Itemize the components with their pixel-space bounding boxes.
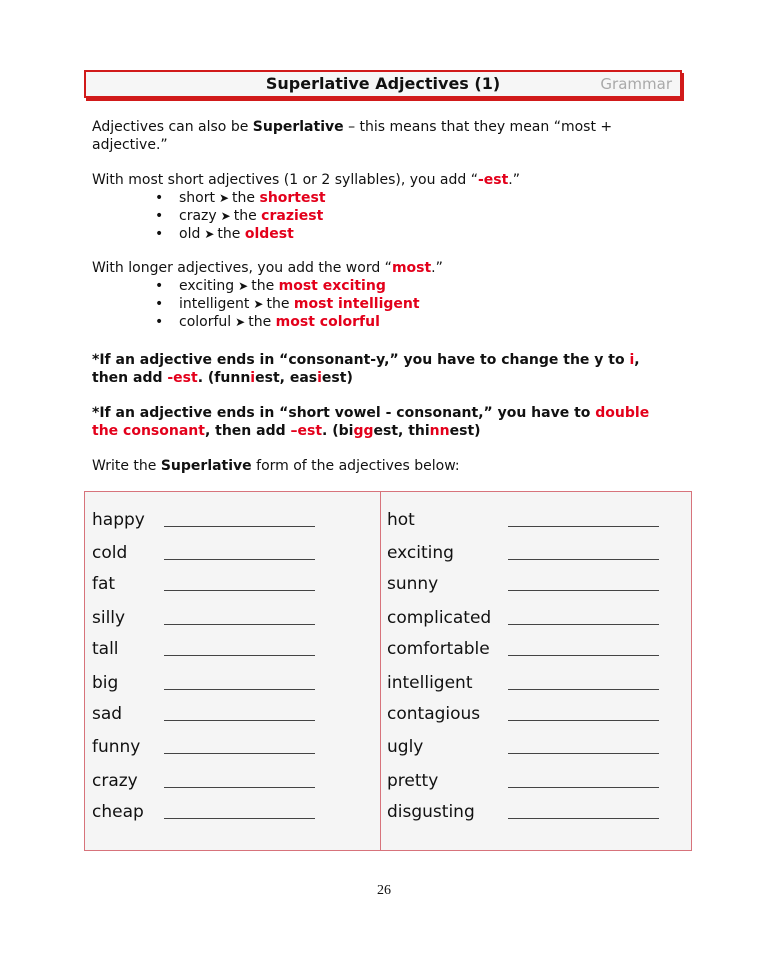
arrow-icon: ➤ xyxy=(238,279,249,293)
example-result: craziest xyxy=(261,208,324,224)
list-item xyxy=(150,207,326,225)
list-item xyxy=(150,295,420,313)
exercise-row xyxy=(387,606,677,630)
exercise-row xyxy=(387,671,677,695)
answer-blank[interactable] xyxy=(508,689,659,690)
exercise-row xyxy=(92,606,382,630)
intro-bold-term: Superlative xyxy=(252,119,344,135)
exercise-row xyxy=(92,671,382,695)
example-result: oldest xyxy=(244,226,294,242)
adjective-word: big xyxy=(92,673,119,693)
answer-blank[interactable] xyxy=(508,624,659,625)
exercise-row xyxy=(92,769,382,793)
exercise-row xyxy=(387,769,677,793)
list-item xyxy=(150,225,326,243)
exercise-row xyxy=(387,735,677,759)
answer-blank[interactable] xyxy=(164,526,315,527)
example-word: crazy xyxy=(179,208,217,224)
note-text: *If an adjective ends in “consonant-y,” you have to change the y to xyxy=(92,352,630,368)
short-rule-text-end: .” xyxy=(508,172,520,188)
answer-blank[interactable] xyxy=(164,624,315,625)
example-article: the xyxy=(233,208,257,224)
example-result: most intelligent xyxy=(293,296,420,312)
arrow-icon: ➤ xyxy=(218,191,230,205)
adjective-word: disgusting xyxy=(387,802,475,822)
note-highlight: gg xyxy=(353,423,374,439)
answer-blank[interactable] xyxy=(164,590,315,591)
list-item xyxy=(150,189,326,207)
note-text: , then add xyxy=(204,423,291,439)
short-rule-suffix: -est xyxy=(477,172,509,188)
exercise-row xyxy=(92,541,382,565)
example-article: the xyxy=(248,314,272,330)
exercise-row xyxy=(387,800,677,824)
title-banner xyxy=(84,70,682,98)
instruction-bold-term: Superlative xyxy=(160,458,252,474)
exercise-row xyxy=(387,637,677,661)
exercise-instruction xyxy=(92,457,692,475)
adjective-word: cheap xyxy=(92,802,144,822)
answer-blank[interactable] xyxy=(508,720,659,721)
note-highlight: -est xyxy=(167,370,198,386)
double-consonant-note xyxy=(92,404,682,440)
note-highlight: nn xyxy=(429,423,450,439)
instruction-text-end: form of the adjectives below: xyxy=(251,458,460,474)
adjective-word: tall xyxy=(92,639,119,659)
intro-text-line2: adjective.” xyxy=(92,137,168,153)
note-text: . (funn xyxy=(197,370,251,386)
answer-blank[interactable] xyxy=(164,787,315,788)
note-text: est, eas xyxy=(255,370,318,386)
exercise-row xyxy=(387,702,677,726)
adjective-word: pretty xyxy=(387,771,439,791)
example-result: most exciting xyxy=(278,278,386,294)
list-item xyxy=(150,277,420,295)
example-result: shortest xyxy=(259,190,326,206)
arrow-icon: ➤ xyxy=(220,209,231,223)
note-text: est) xyxy=(449,423,481,439)
answer-blank[interactable] xyxy=(164,655,315,656)
exercise-row xyxy=(92,508,382,532)
consonant-y-note xyxy=(92,351,682,387)
intro-paragraph xyxy=(92,118,692,154)
adjective-word: ugly xyxy=(387,737,424,757)
adjective-word: exciting xyxy=(387,543,454,563)
note-highlight: i xyxy=(629,352,635,368)
adjective-word: hot xyxy=(387,510,415,530)
adjective-word: crazy xyxy=(92,771,138,791)
example-article: the xyxy=(251,278,275,294)
page-title: Superlative Adjectives (1) xyxy=(265,74,501,93)
answer-blank[interactable] xyxy=(164,818,315,819)
adjective-word: happy xyxy=(92,510,145,530)
arrow-icon: ➤ xyxy=(204,227,215,241)
answer-blank[interactable] xyxy=(164,559,315,560)
long-examples-list xyxy=(150,277,420,331)
answer-blank[interactable] xyxy=(508,590,659,591)
example-word: short xyxy=(179,190,215,206)
adjective-word: contagious xyxy=(387,704,481,724)
note-text: . (bi xyxy=(322,423,354,439)
example-word: exciting xyxy=(179,278,235,294)
list-item xyxy=(150,313,420,331)
example-word: colorful xyxy=(179,314,232,330)
adjective-word: fat xyxy=(92,574,116,594)
note-text: est, thi xyxy=(373,423,430,439)
example-word: old xyxy=(179,226,201,242)
note-highlight: i xyxy=(317,370,322,386)
adjective-word: silly xyxy=(92,608,126,628)
example-article: the xyxy=(266,296,290,312)
long-rule xyxy=(92,259,692,277)
adjective-word: intelligent xyxy=(387,673,473,693)
adjective-word: cold xyxy=(92,543,128,563)
exercise-table xyxy=(84,491,692,851)
long-rule-word: most xyxy=(391,260,432,276)
answer-blank[interactable] xyxy=(164,720,315,721)
answer-blank[interactable] xyxy=(508,787,659,788)
instruction-text: Write the xyxy=(92,458,161,474)
note-text: *If an adjective ends in “short vowel - consonant,” you have to xyxy=(92,405,596,421)
arrow-icon: ➤ xyxy=(235,315,246,329)
example-article: the xyxy=(217,226,241,242)
long-rule-text: With longer adjectives, you add the word “ xyxy=(92,260,392,276)
answer-blank[interactable] xyxy=(164,689,315,690)
example-result: most colorful xyxy=(275,314,380,330)
note-highlight: –est xyxy=(290,423,323,439)
exercise-row xyxy=(387,541,677,565)
note-highlight: i xyxy=(250,370,256,386)
note-highlight: the consonant xyxy=(92,423,205,439)
exercise-row xyxy=(387,508,677,532)
answer-blank[interactable] xyxy=(508,818,659,819)
answer-blank[interactable] xyxy=(508,526,659,527)
adjective-word: funny xyxy=(92,737,141,757)
exercise-row xyxy=(92,637,382,661)
answer-blank[interactable] xyxy=(508,655,659,656)
note-text: , xyxy=(634,352,640,368)
long-rule-text-end: .” xyxy=(431,260,443,276)
adjective-word: sad xyxy=(92,704,123,724)
example-word: intelligent xyxy=(179,296,250,312)
intro-text-cont: – this means that they mean “most + xyxy=(343,119,613,135)
answer-blank[interactable] xyxy=(508,559,659,560)
short-rule-text: With most short adjectives (1 or 2 syllables), you add “ xyxy=(92,172,478,188)
exercise-row xyxy=(92,800,382,824)
adjective-word: complicated xyxy=(387,608,492,628)
exercise-row xyxy=(92,735,382,759)
intro-text: Adjectives can also be xyxy=(92,119,253,135)
short-rule xyxy=(92,171,692,189)
example-article: the xyxy=(232,190,256,206)
note-text: est) xyxy=(321,370,353,386)
short-examples-list xyxy=(150,189,326,243)
answer-blank[interactable] xyxy=(164,753,315,754)
exercise-row xyxy=(387,572,677,596)
note-highlight: double xyxy=(595,405,650,421)
adjective-word: comfortable xyxy=(387,639,490,659)
exercise-row xyxy=(92,702,382,726)
exercise-row xyxy=(92,572,382,596)
page-number: 26 xyxy=(377,883,391,898)
section-tag: Grammar xyxy=(600,75,672,93)
arrow-icon: ➤ xyxy=(253,297,264,311)
answer-blank[interactable] xyxy=(508,753,659,754)
note-text: then add xyxy=(92,370,168,386)
adjective-word: sunny xyxy=(387,574,439,594)
